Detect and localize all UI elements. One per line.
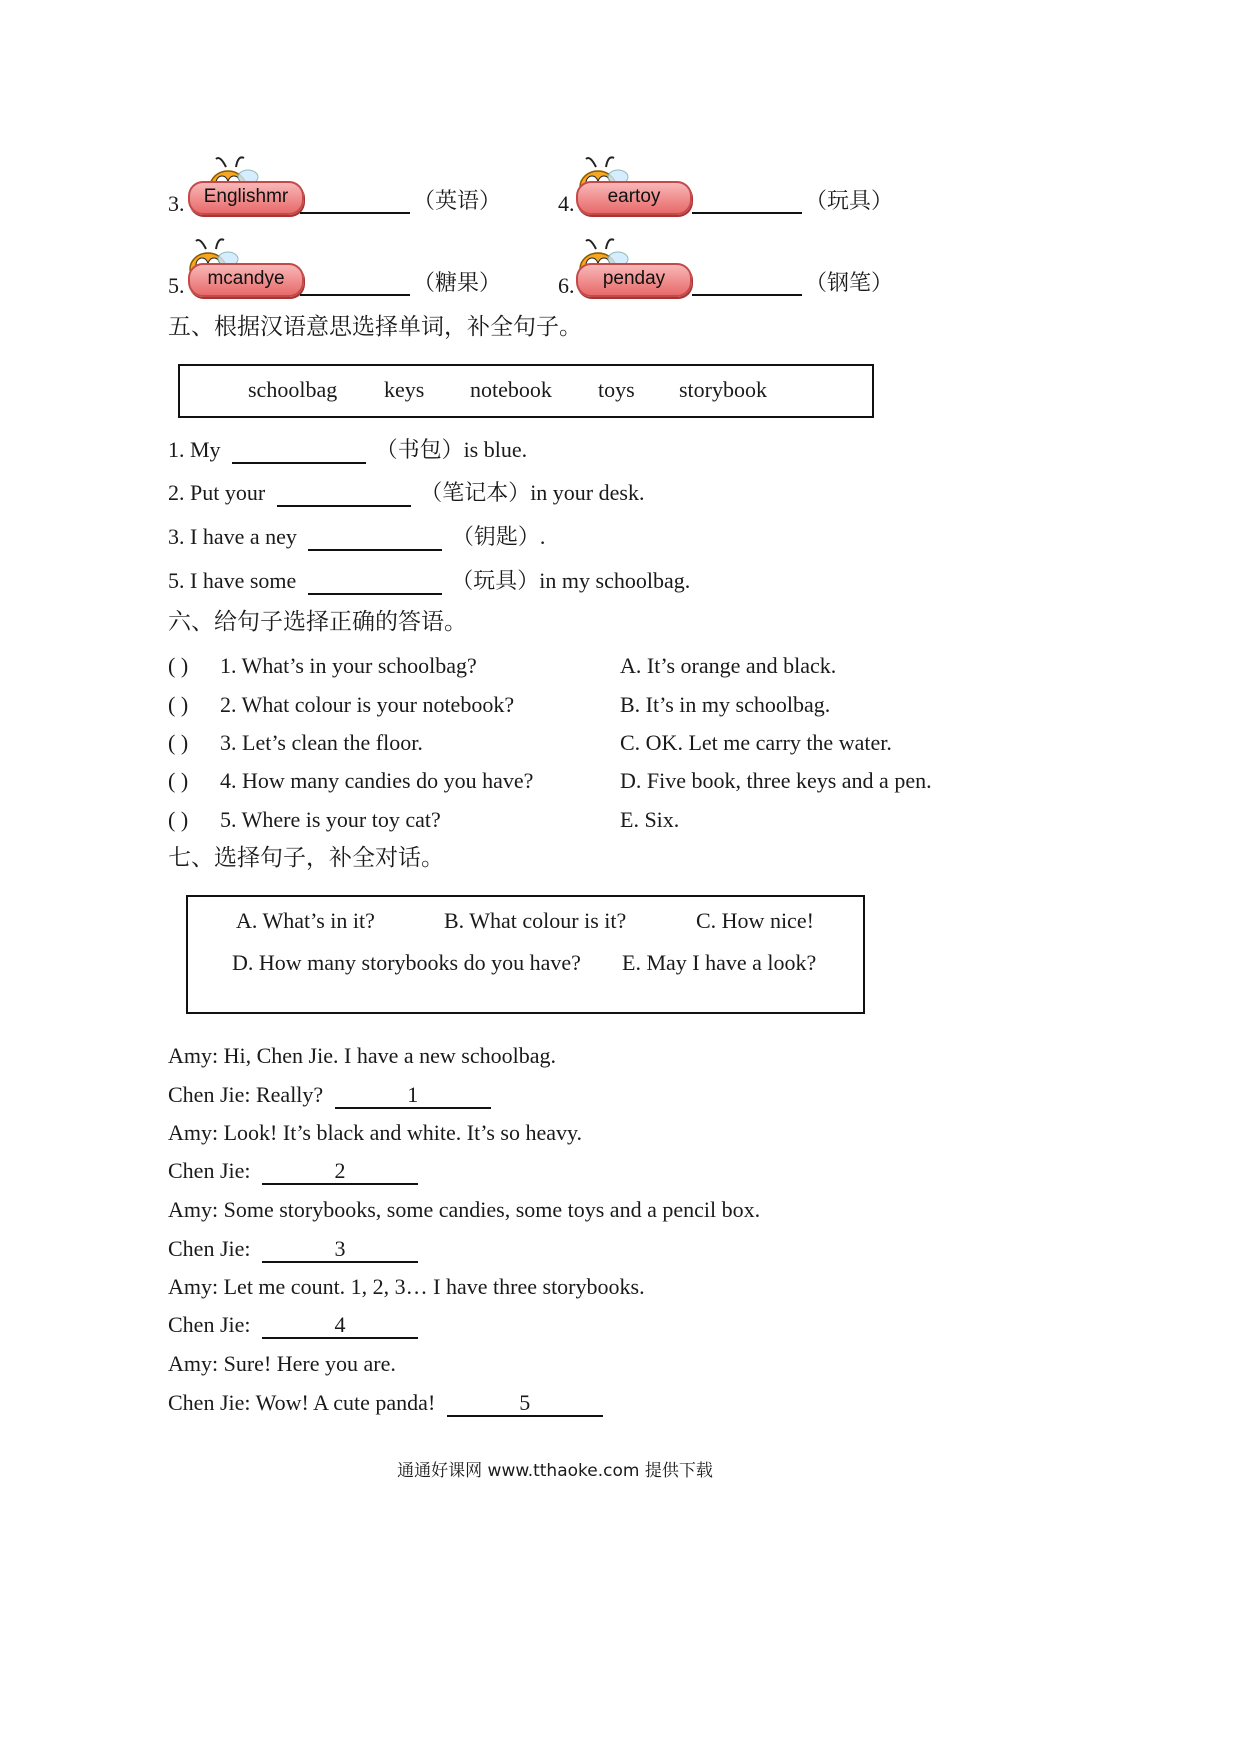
- dialogue-line: Amy: Sure! Here you are.: [168, 1351, 396, 1376]
- word-bank-item: notebook: [470, 377, 552, 402]
- sentence-end: （玩具）in my schoolbag.: [451, 568, 691, 593]
- question-text: 4. How many candies do you have?: [220, 768, 534, 793]
- word-bank-item: storybook: [679, 377, 767, 402]
- dialogue-option: D. How many storybooks do you have?: [232, 950, 581, 975]
- question-text: 3. Let’s clean the floor.: [220, 730, 423, 755]
- dialogue-line: Amy: Let me count. 1, 2, 3… I have three storybooks.: [168, 1274, 645, 1299]
- answer-blank[interactable]: [308, 525, 442, 551]
- question-text: 5. Where is your toy cat?: [220, 807, 441, 832]
- dialogue-option: E. May I have a look?: [622, 950, 817, 975]
- dialogue-text: Chen Jie: Wow! A cute panda!: [168, 1390, 436, 1415]
- question-text: 2. What colour is your notebook?: [220, 692, 515, 717]
- answer-blank[interactable]: [232, 438, 366, 464]
- dialogue-line: [168, 1311, 418, 1339]
- scrambled-word: Englishmr: [188, 181, 304, 215]
- answer-paren[interactable]: ( ): [168, 730, 189, 755]
- numbered-blank[interactable]: 3: [262, 1237, 418, 1263]
- answer-blank[interactable]: [308, 569, 442, 595]
- dialogue-option: A. What’s in it?: [236, 908, 375, 933]
- dialogue-text: Chen Jie:: [168, 1158, 251, 1183]
- sentence-start: 2. Put your: [168, 480, 266, 505]
- dialogue-text: Chen Jie:: [168, 1236, 251, 1261]
- scrambled-word: mcandye: [188, 263, 304, 297]
- fill-sentence: [168, 567, 690, 595]
- dialogue-line: Amy: Look! It’s black and white. It’s so heavy.: [168, 1120, 583, 1145]
- sentence-end: （笔记本）in your desk.: [420, 480, 645, 505]
- numbered-blank[interactable]: 4: [262, 1313, 418, 1339]
- answer-paren[interactable]: ( ): [168, 807, 189, 832]
- options-box: [186, 895, 865, 1014]
- section-heading: 七、选择句子，补全对话。: [168, 845, 444, 871]
- numbered-blank[interactable]: 1: [335, 1083, 491, 1109]
- answer-option: D. Five book, three keys and a pen.: [620, 768, 932, 793]
- sentence-start: 1. My: [168, 437, 221, 462]
- dialogue-text: Chen Jie: Really?: [168, 1082, 324, 1107]
- sentence-start: 5. I have some: [168, 568, 297, 593]
- answer-blank[interactable]: [692, 188, 802, 214]
- answer-option: C. OK. Let me carry the water.: [620, 730, 892, 755]
- answer-blank[interactable]: [277, 481, 411, 507]
- scrambled-word: penday: [576, 263, 692, 297]
- fill-sentence: [168, 479, 644, 507]
- word-bank-item: toys: [598, 377, 635, 402]
- dialogue-line: Amy: Some storybooks, some candies, some toys and a pencil box.: [168, 1197, 761, 1222]
- section-heading: 六、给句子选择正确的答语。: [168, 609, 467, 635]
- answer-paren[interactable]: ( ): [168, 653, 189, 678]
- numbered-blank[interactable]: 2: [262, 1159, 418, 1185]
- item-number: 5.: [168, 273, 185, 298]
- dialogue-text: Chen Jie:: [168, 1312, 251, 1337]
- word-bank-item: keys: [384, 377, 425, 402]
- item-number: 6.: [558, 273, 575, 298]
- page-footer: 通通好课网 www.tthaoke.com 提供下载: [397, 1461, 713, 1481]
- numbered-blank[interactable]: 5: [447, 1391, 603, 1417]
- answer-option: A. It’s orange and black.: [620, 653, 837, 678]
- hint-text: （英语）: [413, 189, 502, 214]
- sentence-end: （钥匙）.: [451, 524, 546, 549]
- dialogue-line: Amy: Hi, Chen Jie. I have a new schoolbag.: [168, 1043, 556, 1068]
- dialogue-line: [168, 1235, 418, 1263]
- dialogue-option: C. How nice!: [696, 908, 814, 933]
- sentence-end: （书包）is blue.: [375, 437, 528, 462]
- dialogue-option: B. What colour is it?: [444, 908, 627, 933]
- answer-blank[interactable]: [300, 188, 410, 214]
- item-number: 4.: [558, 191, 575, 216]
- word-bank-box: [178, 364, 874, 418]
- answer-paren[interactable]: ( ): [168, 768, 189, 793]
- word-bank-item: schoolbag: [248, 377, 338, 402]
- item-number: 3.: [168, 191, 185, 216]
- fill-sentence: [168, 436, 527, 464]
- hint-text: （玩具）: [805, 189, 894, 214]
- fill-sentence: [168, 523, 545, 551]
- dialogue-line: [168, 1081, 491, 1109]
- answer-blank[interactable]: [300, 270, 410, 296]
- hint-text: （钢笔）: [805, 271, 894, 296]
- answer-blank[interactable]: [692, 270, 802, 296]
- answer-option: B. It’s in my schoolbag.: [620, 692, 831, 717]
- sentence-start: 3. I have a ney: [168, 524, 297, 549]
- answer-option: E. Six.: [620, 807, 680, 832]
- scrambled-word: eartoy: [576, 181, 692, 215]
- dialogue-line: [168, 1389, 603, 1417]
- hint-text: （糖果）: [413, 271, 502, 296]
- dialogue-line: [168, 1157, 418, 1185]
- answer-paren[interactable]: ( ): [168, 692, 189, 717]
- question-text: 1. What’s in your schoolbag?: [220, 653, 477, 678]
- section-heading: 五、根据汉语意思选择单词，补全句子。: [168, 314, 582, 340]
